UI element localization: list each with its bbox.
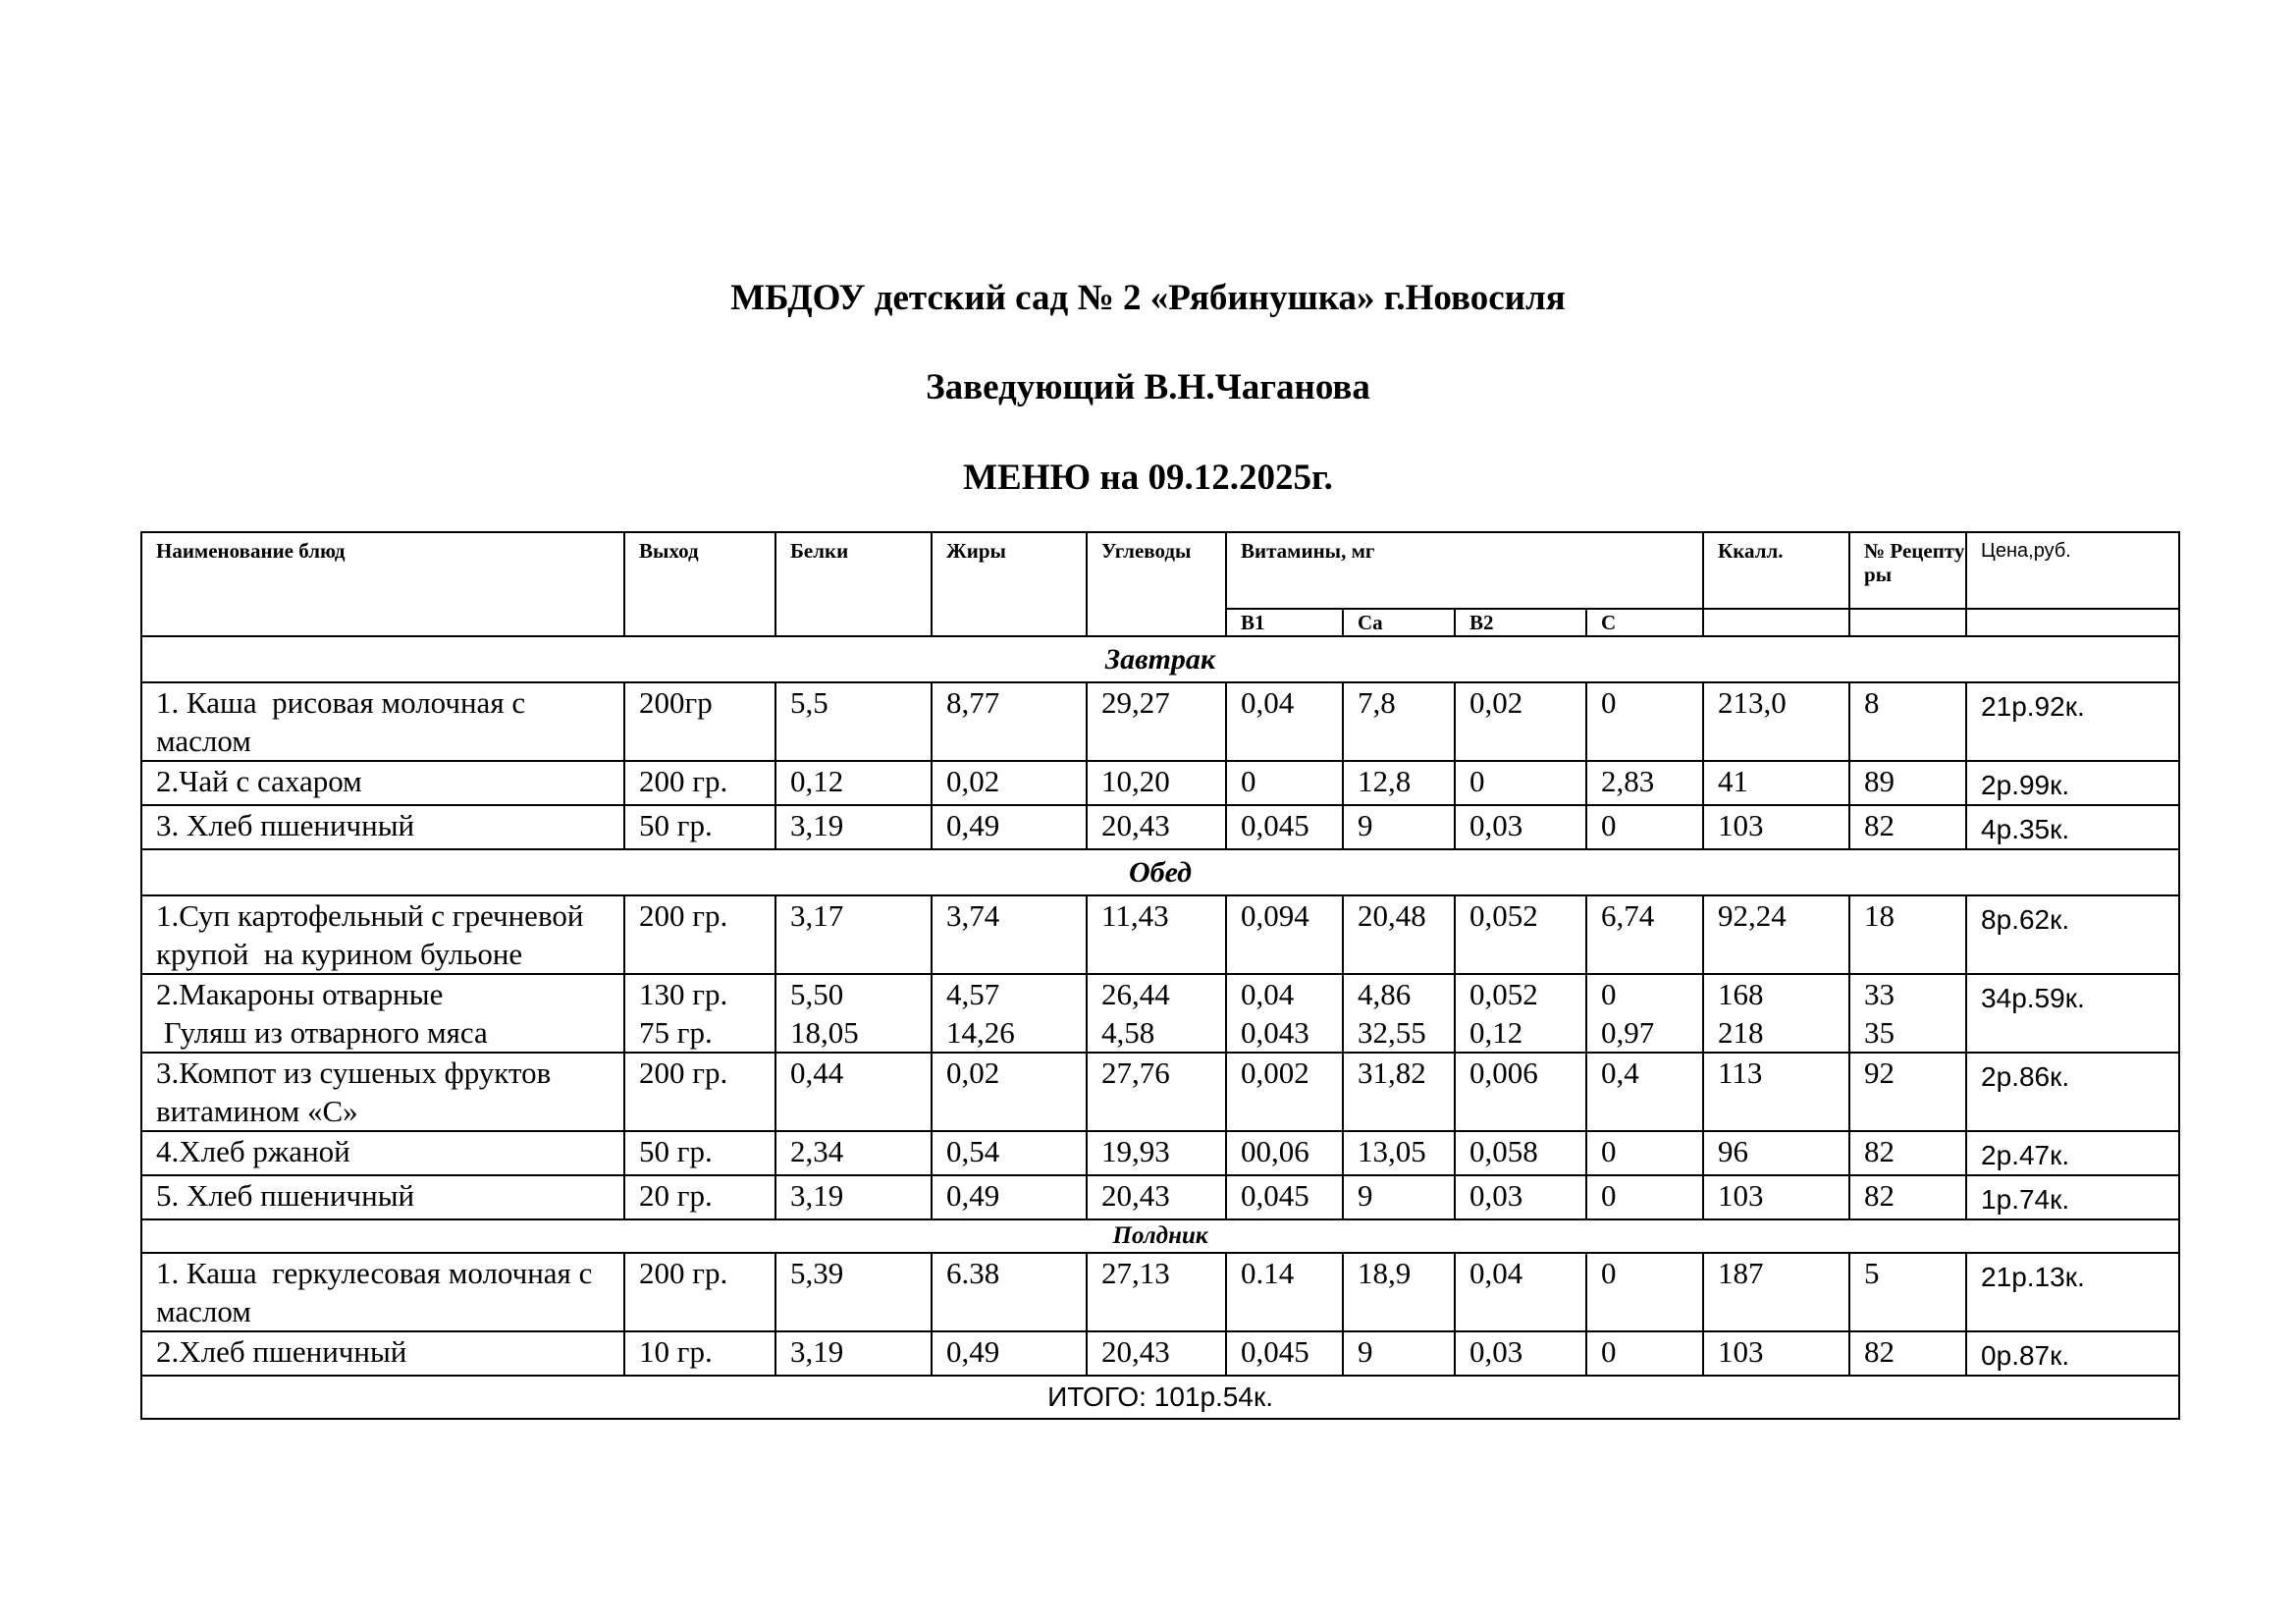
col-header-kcal: Ккалл. [1703,532,1849,609]
fats-cell: 0,49 [932,805,1087,849]
carbs-cell: 10,20 [1087,761,1226,805]
vitamin-c-cell: 0 [1586,682,1703,761]
price-cell: 0р.87к. [1966,1331,2179,1376]
table-row [141,974,2179,1053]
recipe-number-cell: 5 [1849,1253,1966,1331]
yield-cell: 200 гр. [624,761,775,805]
section-row-lunch [141,849,2179,895]
col-header-proteins: Белки [775,532,932,636]
table-row [141,1053,2179,1131]
menu-table [140,531,2180,1420]
proteins-cell: 2,34 [775,1131,932,1175]
price-cell: 2р.99к. [1966,761,2179,805]
proteins-cell: 3,19 [775,805,932,849]
dish-name-cell: 3. Хлеб пшеничный [141,805,624,849]
kcal-cell: 96 [1703,1131,1849,1175]
price-cell: 4р.35к. [1966,805,2179,849]
proteins-cell: 0,12 [775,761,932,805]
table-row [141,895,2179,974]
vitamin-b1-cell: 0,002 [1226,1053,1343,1131]
carbs-cell: 27,76 [1087,1053,1226,1131]
recipe-number-cell: 82 [1849,805,1966,849]
price-cell: 2р.86к. [1966,1053,2179,1131]
calcium-cell: 12,8 [1343,761,1455,805]
table-row [141,805,2179,849]
kcal-cell: 168 218 [1703,974,1849,1053]
vitamin-b1-cell: 0,04 [1226,682,1343,761]
vitamin-c-cell: 0 [1586,1131,1703,1175]
fats-cell: 0,54 [932,1131,1087,1175]
carbs-cell: 20,43 [1087,805,1226,849]
calcium-cell: 31,82 [1343,1053,1455,1131]
yield-cell: 200 гр. [624,1253,775,1331]
vitamin-b1-cell: 0 [1226,761,1343,805]
kcal-cell: 187 [1703,1253,1849,1331]
yield-cell: 50 гр. [624,805,775,849]
yield-cell: 10 гр. [624,1331,775,1376]
calcium-cell: 9 [1343,1175,1455,1219]
fats-cell: 4,57 14,26 [932,974,1087,1053]
kcal-cell: 213,0 [1703,682,1849,761]
dish-name-cell: 2.Чай с сахаром [141,761,624,805]
col-header-kcal-sub [1703,609,1849,636]
vitamin-b2-cell: 0,04 [1455,1253,1586,1331]
calcium-cell: 4,86 32,55 [1343,974,1455,1053]
proteins-cell: 3,19 [775,1175,932,1219]
carbs-cell: 20,43 [1087,1331,1226,1376]
carbs-cell: 29,27 [1087,682,1226,761]
price-cell: 8р.62к. [1966,895,2179,974]
calcium-cell: 7,8 [1343,682,1455,761]
fats-cell: 3,74 [932,895,1087,974]
calcium-cell: 20,48 [1343,895,1455,974]
vitamin-c-cell: 0 [1586,1175,1703,1219]
section-title: Завтрак [141,636,2179,682]
section-title: Полдник [141,1219,2179,1253]
kcal-cell: 41 [1703,761,1849,805]
price-cell: 1р.74к. [1966,1175,2179,1219]
vitamin-c-cell: 0 [1586,805,1703,849]
yield-cell: 130 гр. 75 гр. [624,974,775,1053]
kcal-cell: 103 [1703,1175,1849,1219]
vitamin-c-cell: 6,74 [1586,895,1703,974]
vitamin-c-cell: 0,4 [1586,1053,1703,1131]
proteins-cell: 5,39 [775,1253,932,1331]
vitamin-b2-cell: 0,03 [1455,805,1586,849]
recipe-number-cell: 18 [1849,895,1966,974]
table-row [141,1175,2179,1219]
yield-cell: 200 гр. [624,895,775,974]
total-amount: ИТОГО: 101р.54к. [141,1376,2179,1419]
dish-name-cell: 1. Каша геркулесовая молочная с маслом [141,1253,624,1331]
col-header-name: Наименование блюд [141,532,624,636]
org-title: МБДОУ детский сад № 2 «Рябинушка» г.Новосиля [730,278,1566,318]
carbs-cell: 26,44 4,58 [1087,974,1226,1053]
vitamin-b1-cell: 0.14 [1226,1253,1343,1331]
vitamin-b2-cell: 0,058 [1455,1131,1586,1175]
price-cell: 21р.92к. [1966,682,2179,761]
recipe-number-cell: 82 [1849,1175,1966,1219]
yield-cell: 200 гр. [624,1053,775,1131]
vitamin-b2-cell: 0,052 [1455,895,1586,974]
calcium-cell: 18,9 [1343,1253,1455,1331]
total-row [141,1376,2179,1419]
fats-cell: 0,49 [932,1175,1087,1219]
recipe-number-cell: 89 [1849,761,1966,805]
dish-name-cell: 3.Компот из сушеных фруктов витамином «С» [141,1053,624,1131]
vitamin-b2-cell: 0,03 [1455,1175,1586,1219]
calcium-cell: 9 [1343,805,1455,849]
table-header-row [141,532,2179,609]
table-row [141,1253,2179,1331]
proteins-cell: 3,17 [775,895,932,974]
dish-name-cell: 2.Хлеб пшеничный [141,1331,624,1376]
vitamin-b1-cell: 0,04 0,043 [1226,974,1343,1053]
head-name: Заведующий В.Н.Чаганова [926,367,1370,407]
col-header-ca: Са [1343,609,1455,636]
section-row-snack [141,1219,2179,1253]
proteins-cell: 3,19 [775,1331,932,1376]
calcium-cell: 13,05 [1343,1131,1455,1175]
vitamin-c-cell: 2,83 [1586,761,1703,805]
vitamin-b1-cell: 00,06 [1226,1131,1343,1175]
yield-cell: 20 гр. [624,1175,775,1219]
vitamin-b1-cell: 0,045 [1226,805,1343,849]
col-header-carbs: Углеводы [1087,532,1226,636]
dish-name-cell: 1. Каша рисовая молочная с маслом [141,682,624,761]
vitamin-b2-cell: 0,052 0,12 [1455,974,1586,1053]
carbs-cell: 20,43 [1087,1175,1226,1219]
recipe-number-cell: 92 [1849,1053,1966,1131]
menu-title: МЕНЮ на 09.12.2025г. [963,458,1333,498]
fats-cell: 0,02 [932,1053,1087,1131]
proteins-cell: 5,50 18,05 [775,974,932,1053]
fats-cell: 8,77 [932,682,1087,761]
price-cell: 2р.47к. [1966,1131,2179,1175]
col-header-vitamins: Витамины, мг [1226,532,1703,609]
vitamin-b2-cell: 0 [1455,761,1586,805]
col-header-c: С [1586,609,1703,636]
vitamin-b1-cell: 0,045 [1226,1175,1343,1219]
yield-cell: 200гр [624,682,775,761]
price-cell: 34р.59к. [1966,974,2179,1053]
carbs-cell: 19,93 [1087,1131,1226,1175]
recipe-number-cell: 8 [1849,682,1966,761]
vitamin-b2-cell: 0,02 [1455,682,1586,761]
col-header-recipe-sub [1849,609,1966,636]
col-header-fats: Жиры [932,532,1087,636]
fats-cell: 0,02 [932,761,1087,805]
kcal-cell: 92,24 [1703,895,1849,974]
col-header-b1: В1 [1226,609,1343,636]
carbs-cell: 27,13 [1087,1253,1226,1331]
section-row-breakfast [141,636,2179,682]
col-header-yield: Выход [624,532,775,636]
col-header-recipe: № Рецепту ры [1849,532,1966,609]
col-header-price-sub [1966,609,2179,636]
carbs-cell: 11,43 [1087,895,1226,974]
recipe-number-cell: 33 35 [1849,974,1966,1053]
dish-name-cell: 1.Суп картофельный с гречневой крупой на курином бульоне [141,895,624,974]
price-cell: 21р.13к. [1966,1253,2179,1331]
fats-cell: 0,49 [932,1331,1087,1376]
table-row [141,761,2179,805]
section-title: Обед [141,849,2179,895]
kcal-cell: 103 [1703,805,1849,849]
calcium-cell: 9 [1343,1331,1455,1376]
proteins-cell: 0,44 [775,1053,932,1131]
vitamin-b2-cell: 0,006 [1455,1053,1586,1131]
col-header-b2: В2 [1455,609,1586,636]
table-row [141,682,2179,761]
proteins-cell: 5,5 [775,682,932,761]
kcal-cell: 113 [1703,1053,1849,1131]
vitamin-c-cell: 0 [1586,1331,1703,1376]
vitamin-b1-cell: 0,094 [1226,895,1343,974]
dish-name-cell: 4.Хлеб ржаной [141,1131,624,1175]
dish-name-cell: 2.Макароны отварные Гуляш из отварного мяса [141,974,624,1053]
dish-name-cell: 5. Хлеб пшеничный [141,1175,624,1219]
col-header-price: Цена,руб. [1966,532,2179,609]
vitamin-b1-cell: 0,045 [1226,1331,1343,1376]
table-row [141,1331,2179,1376]
kcal-cell: 103 [1703,1331,1849,1376]
recipe-number-cell: 82 [1849,1131,1966,1175]
fats-cell: 6.38 [932,1253,1087,1331]
vitamin-c-cell: 0 [1586,1253,1703,1331]
vitamin-c-cell: 0 0,97 [1586,974,1703,1053]
vitamin-b2-cell: 0,03 [1455,1331,1586,1376]
yield-cell: 50 гр. [624,1131,775,1175]
recipe-number-cell: 82 [1849,1331,1966,1376]
table-row [141,1131,2179,1175]
